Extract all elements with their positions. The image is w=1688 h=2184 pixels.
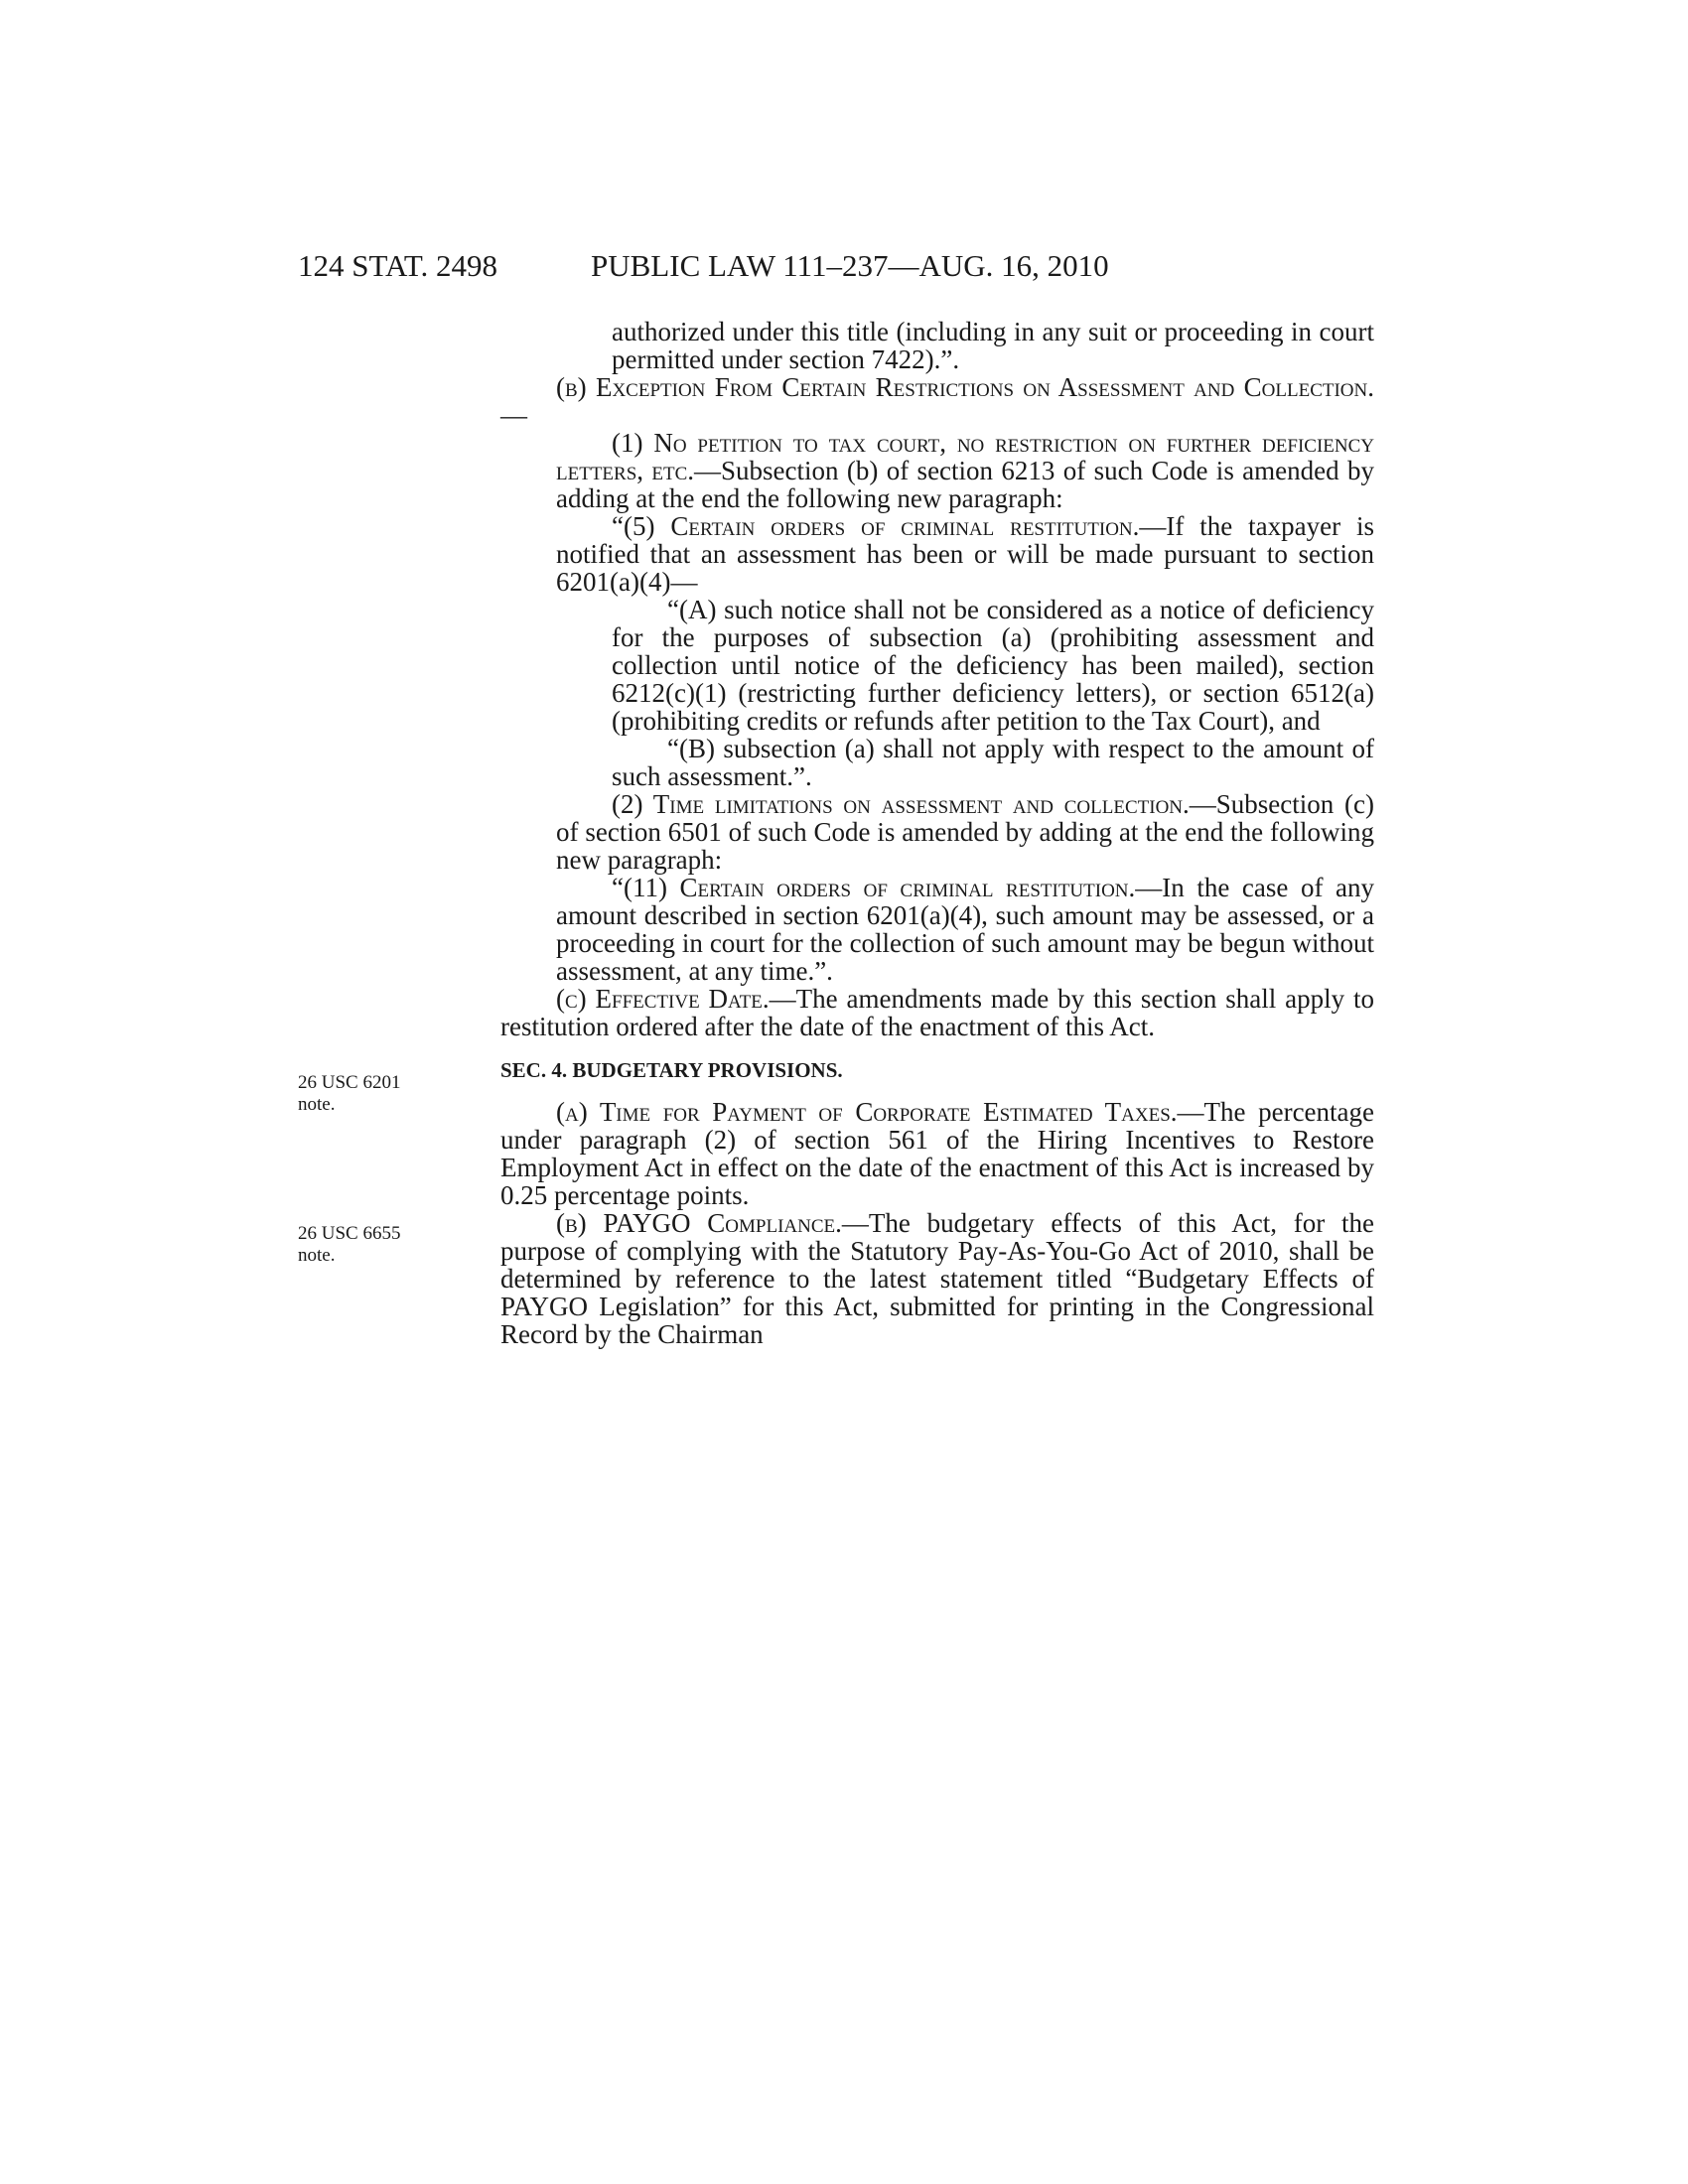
document-body bbox=[500, 318, 1374, 1348]
paragraph-continuation: authorized under this title (including in any suit or proceeding in court permitted under section 7422).”. bbox=[612, 317, 1374, 374]
subsection-b-heading: (b) Exception From Certain Restrictions on Assessment and Collection.— bbox=[500, 372, 1374, 430]
quoted-paragraph-11: “(11) Certain orders of criminal restitution.—In the case of any amount described in section 6201(a)(4), such amount may be assessed, or a proceeding in court for the collection of such amount may be begun without assessment, at any time.”. bbox=[556, 873, 1374, 986]
margin-note-6655: 26 USC 6655 note. bbox=[298, 1223, 401, 1266]
subsection-c: (c) Effective Date.—The amendments made by this section shall apply to restitution ordered after the date of the enactment of this Act. bbox=[500, 984, 1374, 1041]
public-law-title: PUBLIC LAW 111–237—AUG. 16, 2010 bbox=[591, 248, 1109, 283]
paragraph-b1: (1) No petition to tax court, no restriction on further deficiency letters, etc.—Subsection (b) of section 6213 of such Code is amended by adding at the end the following new paragraph: bbox=[556, 428, 1374, 513]
section-4-subsection-b: (b) PAYGO Compliance.—The budgetary effects of this Act, for the purpose of complying with the Statutory Pay-As-You-Go Act of 2010, shall be determined by reference to the latest statement titled “Budgetary Effects of PAYGO Legislation” for this Act, submitted for printing in the Congressional Record by the Chairman bbox=[500, 1208, 1375, 1349]
statute-page-number: 124 STAT. 2498 bbox=[298, 248, 498, 283]
quoted-paragraph-5: “(5) Certain orders of criminal restitution.—If the taxpayer is notified that an assessment has been or will be made pursuant to section 6201(a)(4)— bbox=[556, 511, 1375, 597]
quoted-subparagraph-a: “(A) such notice shall not be considered as a notice of deficiency for the purposes of subsection (a) (prohibiting assessment and collection until notice of the deficiency has been mailed), section 6212(c)(1) (restricting further deficiency letters), or section 6512(a) (prohibiting credits or refunds after petition to the Tax Court), and bbox=[612, 595, 1374, 736]
paragraph-b2: (2) Time limitations on assessment and collection.—Subsection (c) of section 6501 of such Code is amended by adding at the end the following new paragraph: bbox=[556, 789, 1374, 875]
section-4-heading: SEC. 4. BUDGETARY PROVISIONS. bbox=[500, 1058, 843, 1082]
quoted-subparagraph-b: “(B) subsection (a) shall not apply with respect to the amount of such assessment.”. bbox=[612, 734, 1374, 791]
section-4-subsection-a: (a) Time for Payment of Corporate Estimated Taxes.—The percentage under paragraph (2) of section 561 of the Hiring Incentives to Restore Employment Act in effect on the date of the enactment of this Act is increased by 0.25 percentage points. bbox=[500, 1097, 1375, 1210]
margin-note-6201: 26 USC 6201 note. bbox=[298, 1072, 401, 1115]
